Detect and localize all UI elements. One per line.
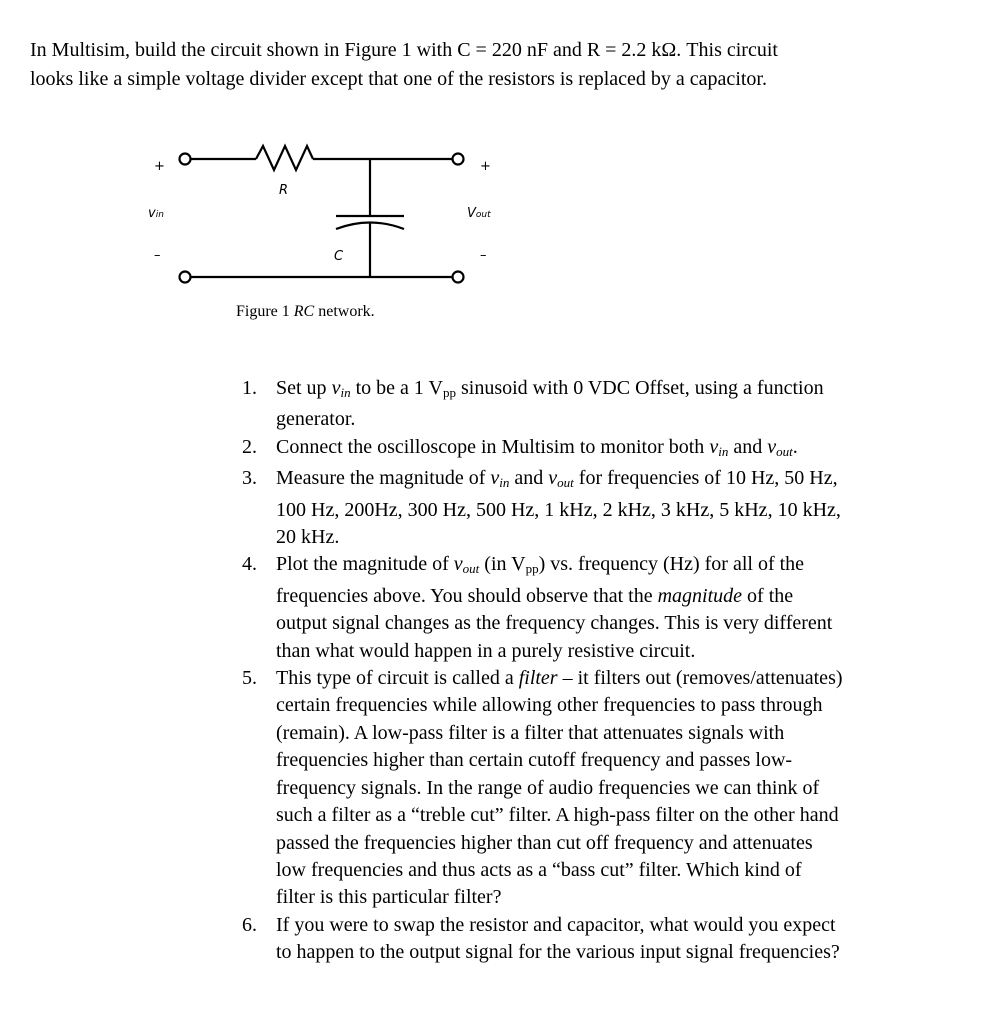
vout-label-v: V bbox=[467, 206, 476, 221]
figure-caption bbox=[236, 303, 375, 321]
text-segment: magnitude bbox=[657, 584, 743, 607]
text-segment: (in V bbox=[479, 553, 526, 576]
vin-plus-sign: + bbox=[154, 159, 165, 174]
text-segment: to happen to the output signal for the various input signal frequencies? bbox=[276, 941, 840, 964]
text-segment: passed the frequencies higher than cut off frequency and attenuates bbox=[276, 831, 813, 854]
text-segment: of the bbox=[742, 584, 794, 607]
text-segment: low frequencies and thus acts as a “bass cut” filter. Which kind of bbox=[276, 858, 802, 881]
text-line bbox=[276, 939, 843, 966]
vout-minus-terminal bbox=[453, 272, 464, 283]
text-line bbox=[276, 497, 843, 524]
text-segment: v bbox=[490, 467, 500, 490]
text-segment: 20 kHz. bbox=[276, 526, 340, 549]
list-item bbox=[242, 465, 843, 551]
instruction-list bbox=[242, 375, 843, 967]
caption-suffix: network. bbox=[314, 303, 375, 320]
text-segment: in bbox=[499, 475, 510, 491]
resistor-label: R bbox=[279, 183, 289, 198]
text-segment: in bbox=[340, 385, 351, 400]
capacitor-label: C bbox=[334, 249, 344, 264]
list-number: 5. bbox=[242, 667, 257, 690]
list-item bbox=[242, 912, 843, 967]
text-line bbox=[276, 802, 843, 829]
resistor-symbol bbox=[256, 146, 313, 170]
list-number: 3. bbox=[242, 467, 257, 490]
text-segment: for frequencies of 10 Hz, 50 Hz, bbox=[573, 467, 838, 490]
vin-label bbox=[148, 206, 164, 221]
text-segment: and bbox=[509, 467, 549, 490]
text-line bbox=[276, 406, 843, 433]
text-segment: frequency signals. In the range of audio frequencies we can think of bbox=[276, 776, 820, 799]
text-segment: In Multisim, build the circuit shown in Figure 1 with C = 220 nF and R = 2.2 kΩ. This circuit bbox=[30, 39, 778, 61]
text-segment: and bbox=[728, 435, 768, 458]
text-segment: looks like a simple voltage divider except that one of the resistors is replaced by a capacitor. bbox=[30, 68, 767, 90]
text-segment: sinusoid with 0 VDC Offset, using a function bbox=[455, 377, 824, 399]
text-segment: than what would happen in a purely resistive circuit. bbox=[276, 639, 696, 662]
text-line bbox=[276, 583, 843, 610]
text-segment: to be a 1 V bbox=[350, 377, 443, 399]
text-line bbox=[276, 692, 843, 719]
text-line bbox=[276, 857, 843, 884]
text-segment: generator. bbox=[276, 408, 356, 431]
text-line bbox=[276, 465, 843, 496]
vin-label-v: v bbox=[148, 206, 156, 221]
vin-plus-terminal bbox=[180, 154, 191, 165]
text-line bbox=[276, 610, 843, 637]
text-segment: Set up bbox=[276, 377, 332, 399]
text-line bbox=[276, 830, 843, 857]
text-segment: frequencies above. You should observe that the bbox=[276, 584, 658, 607]
text-line bbox=[276, 747, 843, 774]
vout-label-sub: out bbox=[475, 210, 491, 220]
list-number: 6. bbox=[242, 913, 257, 936]
text-segment: v bbox=[453, 553, 463, 576]
text-segment: v bbox=[709, 435, 719, 458]
text-segment: v bbox=[331, 377, 341, 399]
text-segment: out bbox=[776, 443, 793, 459]
vout-plus-terminal bbox=[453, 154, 464, 165]
vout-plus-sign: + bbox=[480, 159, 491, 174]
text-line bbox=[276, 884, 843, 911]
text-line bbox=[276, 375, 843, 406]
text-segment: pp bbox=[442, 385, 456, 400]
text-segment: output signal changes as the frequency changes. This is very different bbox=[276, 612, 833, 635]
list-number: 1. bbox=[242, 377, 257, 399]
rc-circuit-diagram bbox=[0, 0, 1005, 340]
text-segment: certain frequencies while allowing other frequencies to pass through bbox=[276, 694, 823, 717]
list-number: 2. bbox=[242, 435, 257, 458]
text-segment: This type of circuit is called a bbox=[276, 667, 519, 690]
list-item bbox=[242, 551, 843, 665]
list-number: 4. bbox=[242, 553, 257, 576]
text-segment: Measure the magnitude of bbox=[276, 467, 491, 490]
caption-italic: RC bbox=[293, 303, 315, 320]
text-segment: out bbox=[462, 561, 480, 577]
vout-minus-sign: – bbox=[480, 248, 487, 263]
list-item bbox=[242, 375, 843, 434]
text-line bbox=[276, 665, 843, 692]
text-segment: v bbox=[548, 467, 558, 490]
text-line bbox=[276, 720, 843, 747]
text-segment: v bbox=[767, 435, 777, 458]
list-item bbox=[242, 434, 843, 465]
text-line bbox=[276, 912, 843, 939]
text-segment: such a filter as a “treble cut” filter. A high-pass filter on the other hand bbox=[276, 804, 839, 827]
vin-label-sub: in bbox=[155, 210, 164, 220]
text-line bbox=[276, 551, 843, 582]
text-line bbox=[276, 775, 843, 802]
vout-label bbox=[467, 206, 491, 221]
caption-prefix: Figure 1 bbox=[236, 303, 294, 320]
vin-minus-terminal bbox=[180, 272, 191, 283]
text-segment: filter bbox=[518, 667, 558, 690]
text-line bbox=[276, 638, 843, 665]
list-item bbox=[242, 665, 843, 912]
text-segment: filter is this particular filter? bbox=[276, 886, 502, 909]
text-line bbox=[276, 524, 843, 551]
text-segment: Connect the oscilloscope in Multisim to monitor both bbox=[276, 435, 710, 458]
text-segment: in bbox=[718, 443, 729, 459]
text-segment: (remain). A low-pass filter is a filter that attenuates signals with bbox=[276, 721, 785, 744]
text-segment: 100 Hz, 200Hz, 300 Hz, 500 Hz, 1 kHz, 2 kHz, 3 kHz, 5 kHz, 10 kHz, bbox=[276, 498, 841, 521]
text-segment: If you were to swap the resistor and capacitor, what would you expect bbox=[276, 913, 836, 936]
text-segment: Plot the magnitude of bbox=[276, 553, 454, 576]
text-segment: . bbox=[792, 435, 798, 458]
text-segment: ) vs. frequency (Hz) for all of the bbox=[538, 553, 805, 576]
text-segment: out bbox=[557, 475, 574, 491]
text-segment: pp bbox=[525, 561, 539, 577]
text-segment: – it filters out (removes/attenuates) bbox=[557, 667, 843, 690]
text-segment: frequencies higher than certain cutoff frequency and passes low- bbox=[276, 749, 793, 772]
text-line bbox=[276, 434, 843, 465]
vin-minus-sign: – bbox=[154, 248, 161, 263]
